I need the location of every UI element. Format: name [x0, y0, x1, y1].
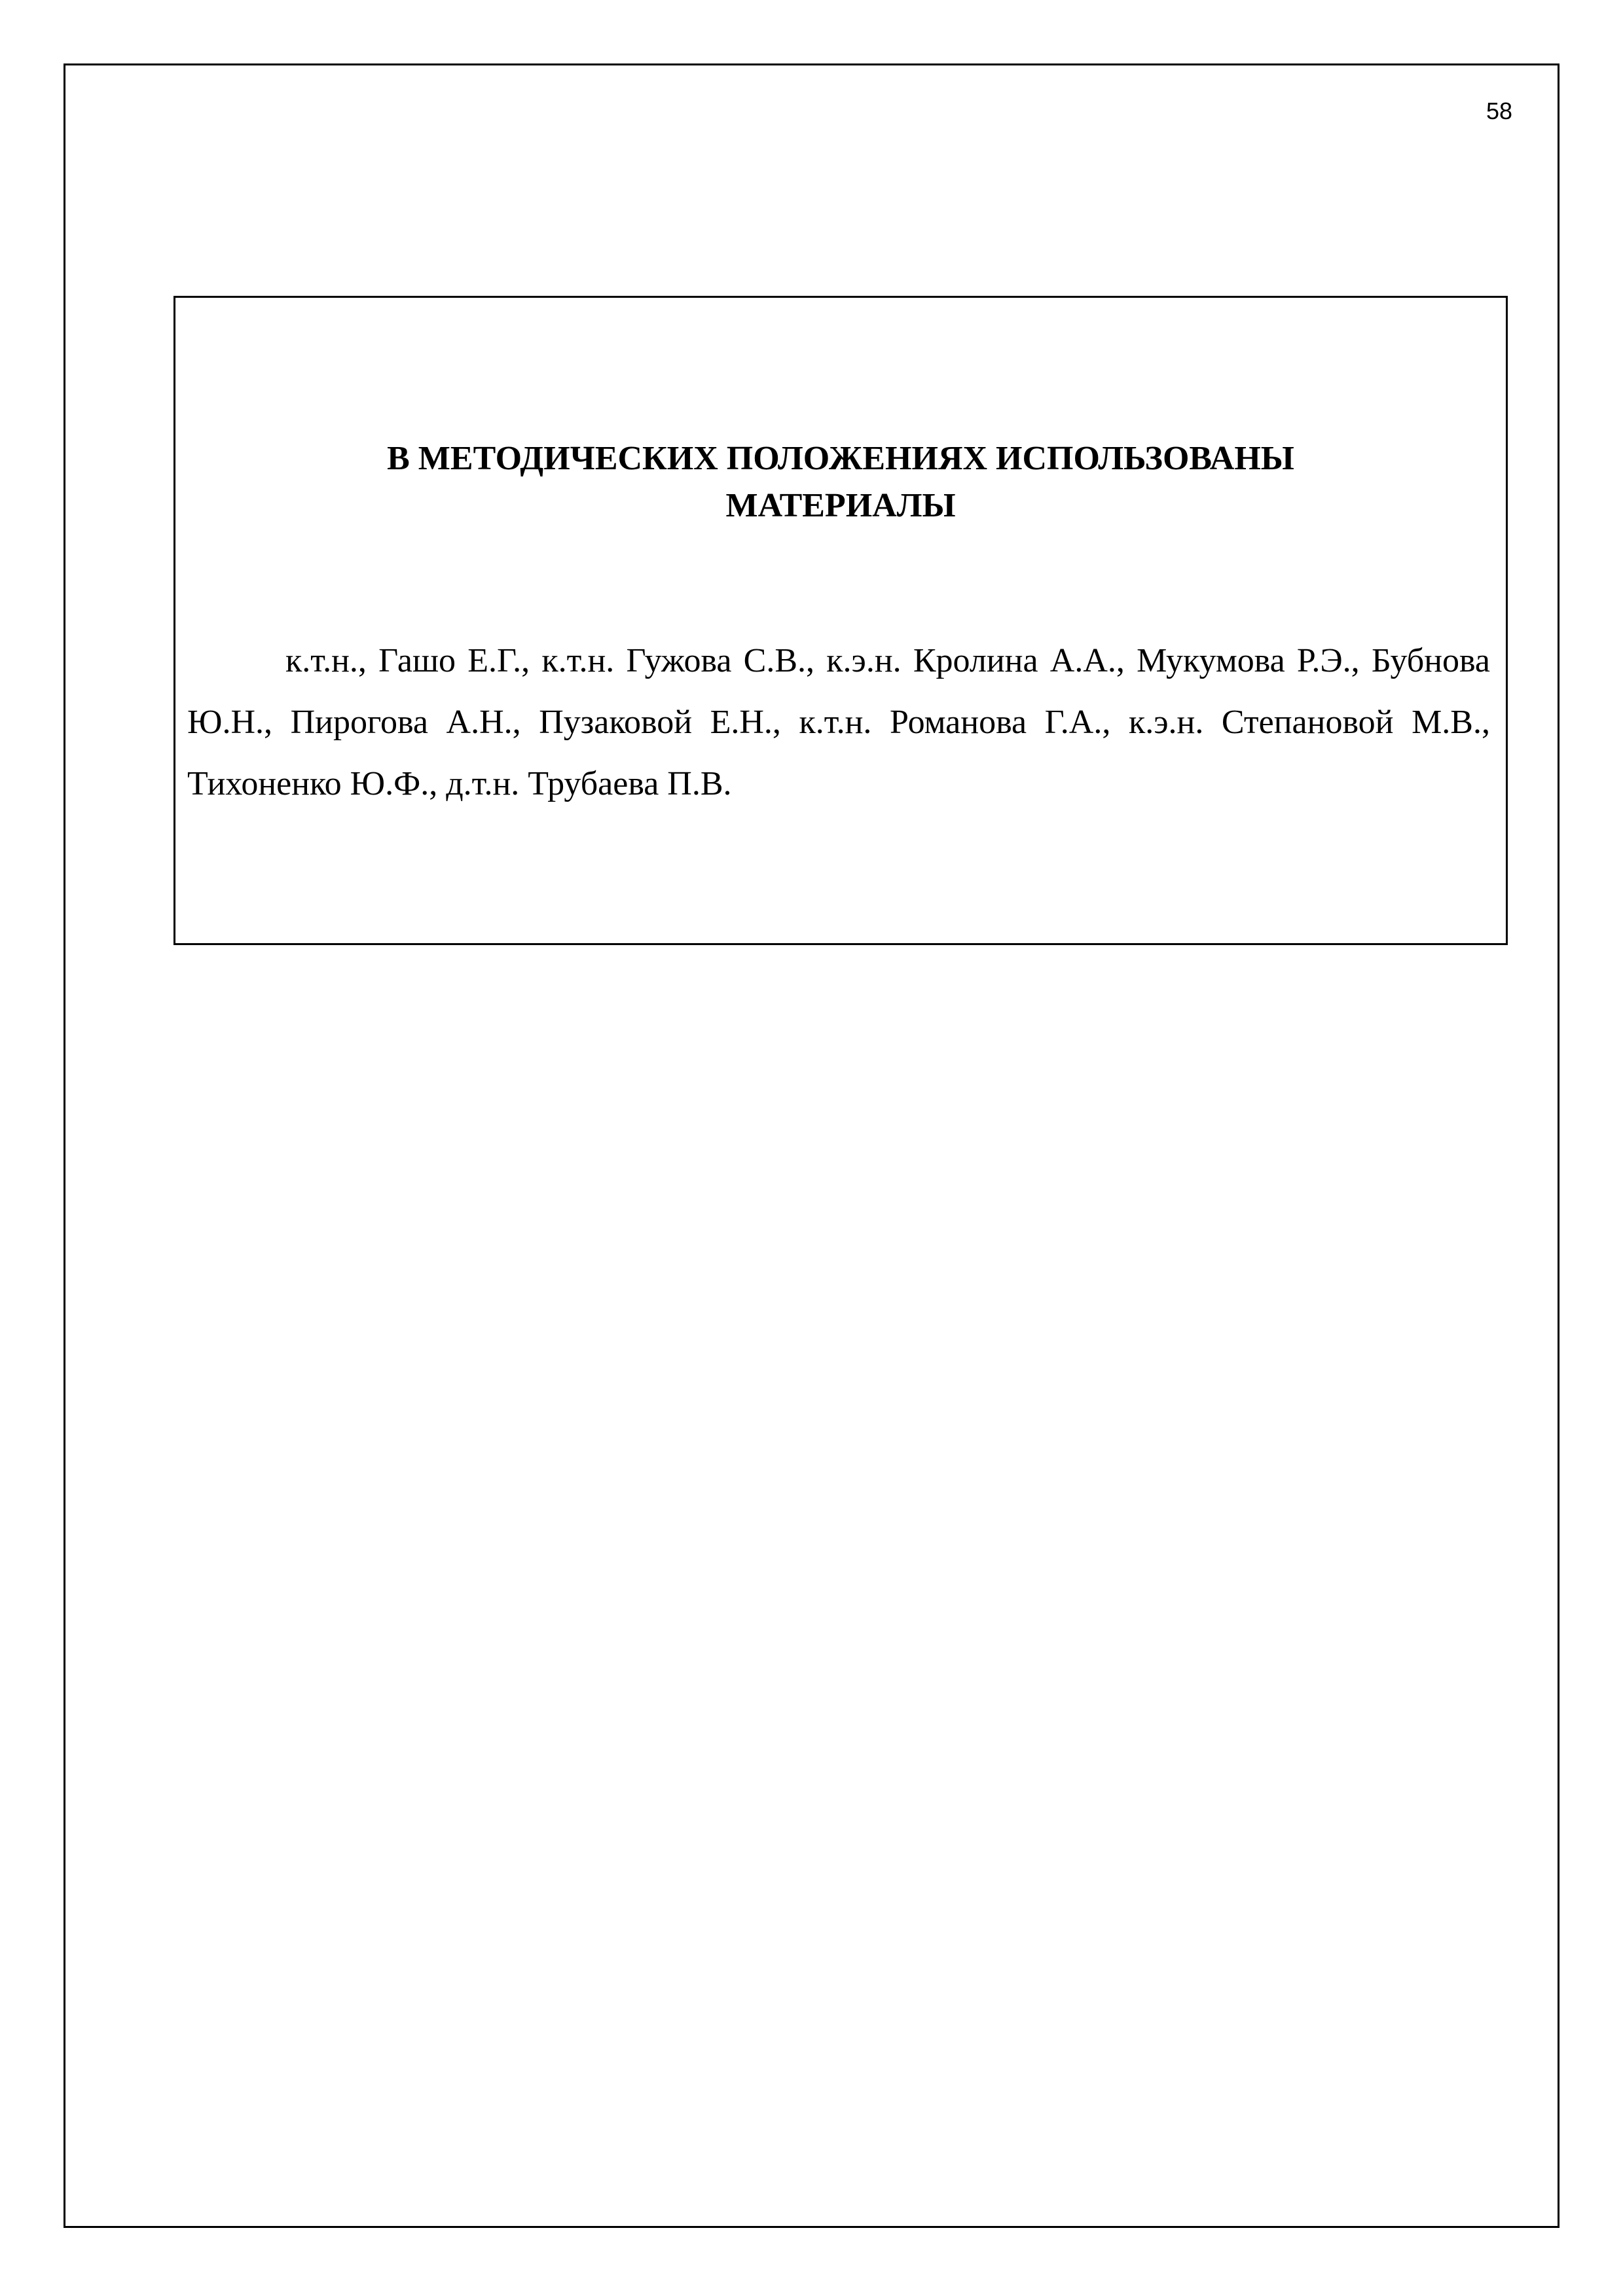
page-number: 58 — [1486, 98, 1512, 124]
authors-paragraph: к.т.н., Гашо Е.Г., к.т.н. Гужова С.В., к.э.н. Кролина А.А., Мукумова Р.Э., Бубнова Ю.Н., Пирогова А.Н., Пузаковой Е.Н., к.т.н. Романова Г.А., к.э.н. Степановой М.В., Тихоненко Ю.Ф., д.т.н. Трубаева П.В. — [187, 642, 1490, 802]
acknowledgement-box — [173, 296, 1508, 945]
section-heading-line-1: В МЕТОДИЧЕСКИХ ПОЛОЖЕНИЯХ ИСПОЛЬЗОВАНЫ — [387, 440, 1294, 477]
section-heading-line-2: МАТЕРИАЛЫ — [725, 487, 956, 524]
section-heading — [175, 435, 1506, 529]
